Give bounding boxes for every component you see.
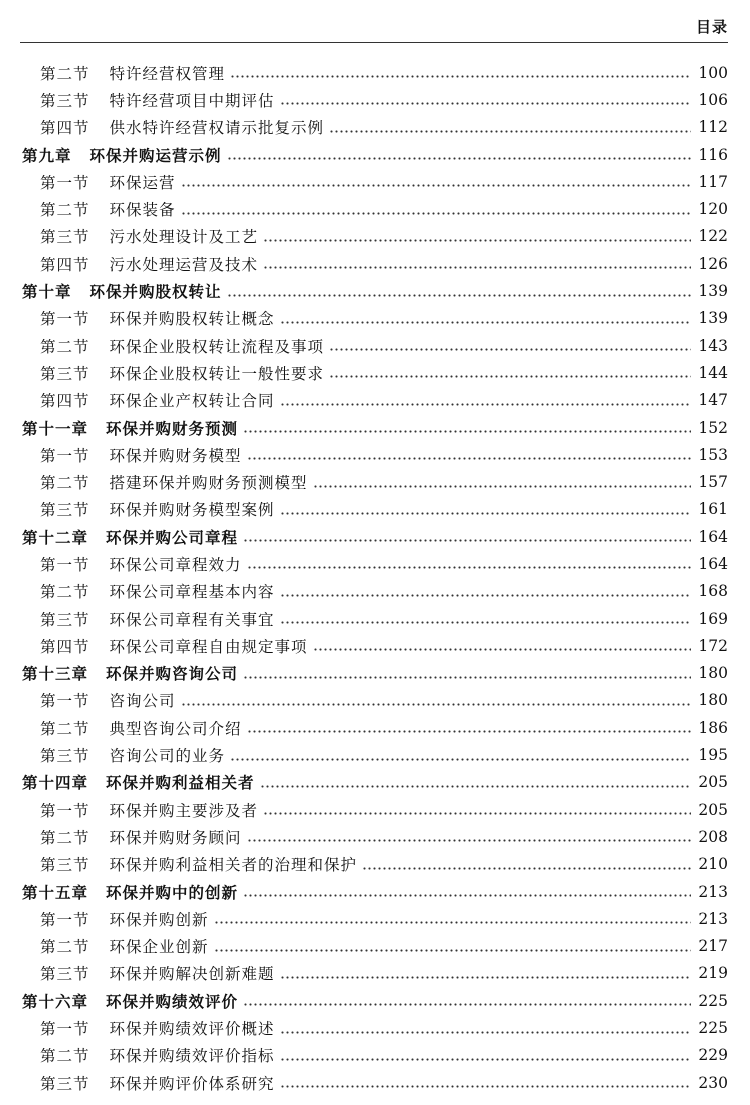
dot-leader xyxy=(280,594,691,597)
toc-section-row xyxy=(0,168,750,195)
dot-leader xyxy=(247,457,691,460)
chapter-title: 环保并购中的创新 xyxy=(106,883,239,902)
chapter-title: 环保并购绩效评价 xyxy=(106,992,239,1011)
table-of-contents xyxy=(0,59,750,1096)
section-number: 第二节 xyxy=(40,583,90,602)
section-title: 环保并购主要涉及者 xyxy=(109,801,259,820)
toc-section-row xyxy=(0,905,750,932)
dot-leader xyxy=(313,648,691,651)
dot-leader xyxy=(280,1031,691,1034)
page-number: 144 xyxy=(698,363,728,382)
dot-leader xyxy=(243,539,691,542)
section-title: 环保并购财务顾问 xyxy=(109,828,242,847)
toc-section-row xyxy=(0,933,750,960)
toc-section-row xyxy=(0,387,750,414)
section-title: 环保并购创新 xyxy=(109,910,209,929)
section-title: 环保公司章程自由规定事项 xyxy=(109,637,308,656)
dot-leader xyxy=(214,921,691,924)
section-number: 第一节 xyxy=(40,1020,90,1039)
page-number: 210 xyxy=(698,855,728,874)
section-number: 第二节 xyxy=(40,201,90,220)
chapter-number: 第十六章 xyxy=(22,992,89,1011)
page-number: 139 xyxy=(698,282,728,301)
dot-leader xyxy=(313,485,691,488)
toc-section-row xyxy=(0,359,750,386)
section-title: 环保公司章程有关事宜 xyxy=(109,610,275,629)
section-number: 第三节 xyxy=(40,856,90,875)
section-number: 第二节 xyxy=(40,64,90,83)
page-number: 208 xyxy=(698,827,728,846)
toc-section-row xyxy=(0,605,750,632)
section-title: 搭建环保并购财务预测模型 xyxy=(109,474,308,493)
chapter-title: 环保并购股权转让 xyxy=(89,283,222,302)
dot-leader xyxy=(263,812,691,815)
dot-leader xyxy=(227,157,691,160)
section-number: 第一节 xyxy=(40,801,90,820)
dot-leader xyxy=(243,676,691,679)
toc-section-row xyxy=(0,1042,750,1069)
dot-leader xyxy=(280,976,691,979)
section-title: 环保企业产权转让合同 xyxy=(109,392,275,411)
toc-section-row xyxy=(0,960,750,987)
page-number: 143 xyxy=(698,336,728,355)
toc-section-row xyxy=(0,851,750,878)
section-title: 环保并购利益相关者的治理和保护 xyxy=(109,856,358,875)
page-number: 164 xyxy=(698,554,728,573)
toc-section-row xyxy=(0,578,750,605)
section-number: 第三节 xyxy=(40,364,90,383)
toc-section-row xyxy=(0,823,750,850)
toc-section-row xyxy=(0,114,750,141)
chapter-number: 第十四章 xyxy=(22,774,89,793)
section-number: 第二节 xyxy=(40,1047,90,1066)
page-number: 126 xyxy=(698,254,728,273)
dot-leader xyxy=(280,102,691,105)
page-number: 152 xyxy=(698,418,728,437)
toc-section-row xyxy=(0,223,750,250)
page-number: 219 xyxy=(698,964,728,983)
section-title: 咨询公司 xyxy=(109,692,176,711)
section-number: 第四节 xyxy=(40,637,90,656)
section-number: 第三节 xyxy=(40,610,90,629)
toc-chapter-row xyxy=(0,277,750,304)
section-number: 第二节 xyxy=(40,828,90,847)
section-number: 第三节 xyxy=(40,228,90,247)
section-title: 环保公司章程效力 xyxy=(109,555,242,574)
page-number: 157 xyxy=(698,473,728,492)
toc-section-row xyxy=(0,714,750,741)
dot-leader xyxy=(280,321,691,324)
chapter-title: 环保并购咨询公司 xyxy=(106,665,239,684)
dot-leader xyxy=(280,1058,691,1061)
page-number: 225 xyxy=(698,1019,728,1038)
toc-section-row xyxy=(0,441,750,468)
section-title: 供水特许经营权请示批复示例 xyxy=(109,119,325,138)
dot-leader xyxy=(227,294,691,297)
chapter-number: 第九章 xyxy=(22,146,72,165)
dot-leader xyxy=(247,839,691,842)
page-number: 225 xyxy=(698,991,728,1010)
toc-section-row xyxy=(0,550,750,577)
dot-leader xyxy=(280,621,691,624)
section-number: 第三节 xyxy=(40,501,90,520)
toc-section-row xyxy=(0,741,750,768)
section-title: 环保并购评价体系研究 xyxy=(109,1074,275,1093)
dot-leader xyxy=(247,566,691,569)
chapter-number: 第十二章 xyxy=(22,528,89,547)
toc-section-row xyxy=(0,468,750,495)
page-number: 139 xyxy=(698,309,728,328)
page-number: 172 xyxy=(698,636,728,655)
chapter-title: 环保并购利益相关者 xyxy=(106,774,255,793)
section-title: 环保装备 xyxy=(109,201,176,220)
toc-chapter-row xyxy=(0,987,750,1014)
toc-section-row xyxy=(0,305,750,332)
section-number: 第一节 xyxy=(40,910,90,929)
dot-leader xyxy=(260,785,691,788)
section-title: 特许经营项目中期评估 xyxy=(109,91,275,110)
dot-leader xyxy=(280,512,691,515)
page-number: 120 xyxy=(698,200,728,219)
section-title: 环保运营 xyxy=(109,173,176,192)
dot-leader xyxy=(243,1003,691,1006)
toc-chapter-row xyxy=(0,878,750,905)
dot-leader xyxy=(230,75,691,78)
toc-section-row xyxy=(0,496,750,523)
page-number: 213 xyxy=(698,909,728,928)
toc-section-row xyxy=(0,632,750,659)
toc-section-row xyxy=(0,332,750,359)
dot-leader xyxy=(214,949,691,952)
toc-chapter-row xyxy=(0,414,750,441)
section-number: 第二节 xyxy=(40,938,90,957)
page-number: 205 xyxy=(698,773,728,792)
page-number: 169 xyxy=(698,609,728,628)
chapter-number: 第十一章 xyxy=(22,419,89,438)
section-title: 特许经营权管理 xyxy=(109,64,226,83)
section-title: 环保并购财务模型 xyxy=(109,446,242,465)
section-number: 第一节 xyxy=(40,692,90,711)
section-title: 环保企业创新 xyxy=(109,938,209,957)
dot-leader xyxy=(280,403,691,406)
header-title: 目录 xyxy=(695,18,728,36)
dot-leader xyxy=(181,703,691,706)
section-number: 第一节 xyxy=(40,310,90,329)
toc-section-row xyxy=(0,250,750,277)
section-number: 第二节 xyxy=(40,337,90,356)
dot-leader xyxy=(329,348,691,351)
page-number: 180 xyxy=(698,664,728,683)
dot-leader xyxy=(243,430,691,433)
section-title: 污水处理运营及技术 xyxy=(109,255,259,274)
toc-section-row xyxy=(0,1069,750,1096)
page-number: 106 xyxy=(698,90,728,109)
toc-chapter-row xyxy=(0,660,750,687)
section-number: 第二节 xyxy=(40,719,90,738)
section-title: 环保并购绩效评价概述 xyxy=(109,1020,275,1039)
page-number: 217 xyxy=(698,937,728,956)
dot-leader xyxy=(329,130,691,133)
section-number: 第一节 xyxy=(40,446,90,465)
page-number: 195 xyxy=(698,746,728,765)
page-number: 147 xyxy=(698,391,728,410)
section-number: 第四节 xyxy=(40,119,90,138)
page-number: 100 xyxy=(698,63,728,82)
section-number: 第三节 xyxy=(40,747,90,766)
dot-leader xyxy=(243,894,691,897)
page-number: 153 xyxy=(698,445,728,464)
section-title: 咨询公司的业务 xyxy=(109,747,226,766)
section-title: 污水处理设计及工艺 xyxy=(109,228,259,247)
page-number: 164 xyxy=(698,527,728,546)
section-title: 环保企业股权转让流程及事项 xyxy=(109,337,325,356)
toc-section-row xyxy=(0,195,750,222)
dot-leader xyxy=(263,266,691,269)
page-header xyxy=(20,0,728,43)
page-number: 230 xyxy=(698,1073,728,1092)
toc-chapter-row xyxy=(0,523,750,550)
section-number: 第三节 xyxy=(40,91,90,110)
page-number: 213 xyxy=(698,882,728,901)
dot-leader xyxy=(230,758,691,761)
dot-leader xyxy=(280,1085,691,1088)
toc-section-row xyxy=(0,59,750,86)
section-number: 第三节 xyxy=(40,965,90,984)
dot-leader xyxy=(329,375,691,378)
page-number: 112 xyxy=(698,118,728,137)
section-number: 第一节 xyxy=(40,555,90,574)
page-number: 180 xyxy=(698,691,728,710)
chapter-number: 第十五章 xyxy=(22,883,89,902)
section-title: 典型咨询公司介绍 xyxy=(109,719,242,738)
section-title: 环保企业股权转让一般性要求 xyxy=(109,364,325,383)
section-number: 第二节 xyxy=(40,474,90,493)
page-number: 161 xyxy=(698,500,728,519)
dot-leader xyxy=(362,867,691,870)
toc-chapter-row xyxy=(0,769,750,796)
section-title: 环保公司章程基本内容 xyxy=(109,583,275,602)
toc-section-row xyxy=(0,687,750,714)
section-title: 环保并购股权转让概念 xyxy=(109,310,275,329)
toc-section-row xyxy=(0,1014,750,1041)
section-number: 第三节 xyxy=(40,1074,90,1093)
chapter-title: 环保并购运营示例 xyxy=(89,146,222,165)
dot-leader xyxy=(263,239,691,242)
chapter-title: 环保并购公司章程 xyxy=(106,528,239,547)
section-title: 环保并购绩效评价指标 xyxy=(109,1047,275,1066)
page-number: 116 xyxy=(698,145,728,164)
page-number: 186 xyxy=(698,718,728,737)
section-number: 第四节 xyxy=(40,392,90,411)
chapter-number: 第十章 xyxy=(22,283,72,302)
chapter-number: 第十三章 xyxy=(22,665,89,684)
page-number: 168 xyxy=(698,582,728,601)
toc-section-row xyxy=(0,86,750,113)
page-number: 117 xyxy=(698,172,728,191)
page-number: 205 xyxy=(698,800,728,819)
page-number: 122 xyxy=(698,227,728,246)
dot-leader xyxy=(247,730,691,733)
section-number: 第四节 xyxy=(40,255,90,274)
dot-leader xyxy=(181,212,691,215)
section-title: 环保并购解决创新难题 xyxy=(109,965,275,984)
dot-leader xyxy=(181,184,691,187)
section-title: 环保并购财务模型案例 xyxy=(109,501,275,520)
page-number: 229 xyxy=(698,1046,728,1065)
section-number: 第一节 xyxy=(40,173,90,192)
chapter-title: 环保并购财务预测 xyxy=(106,419,239,438)
toc-section-row xyxy=(0,796,750,823)
toc-chapter-row xyxy=(0,141,750,168)
